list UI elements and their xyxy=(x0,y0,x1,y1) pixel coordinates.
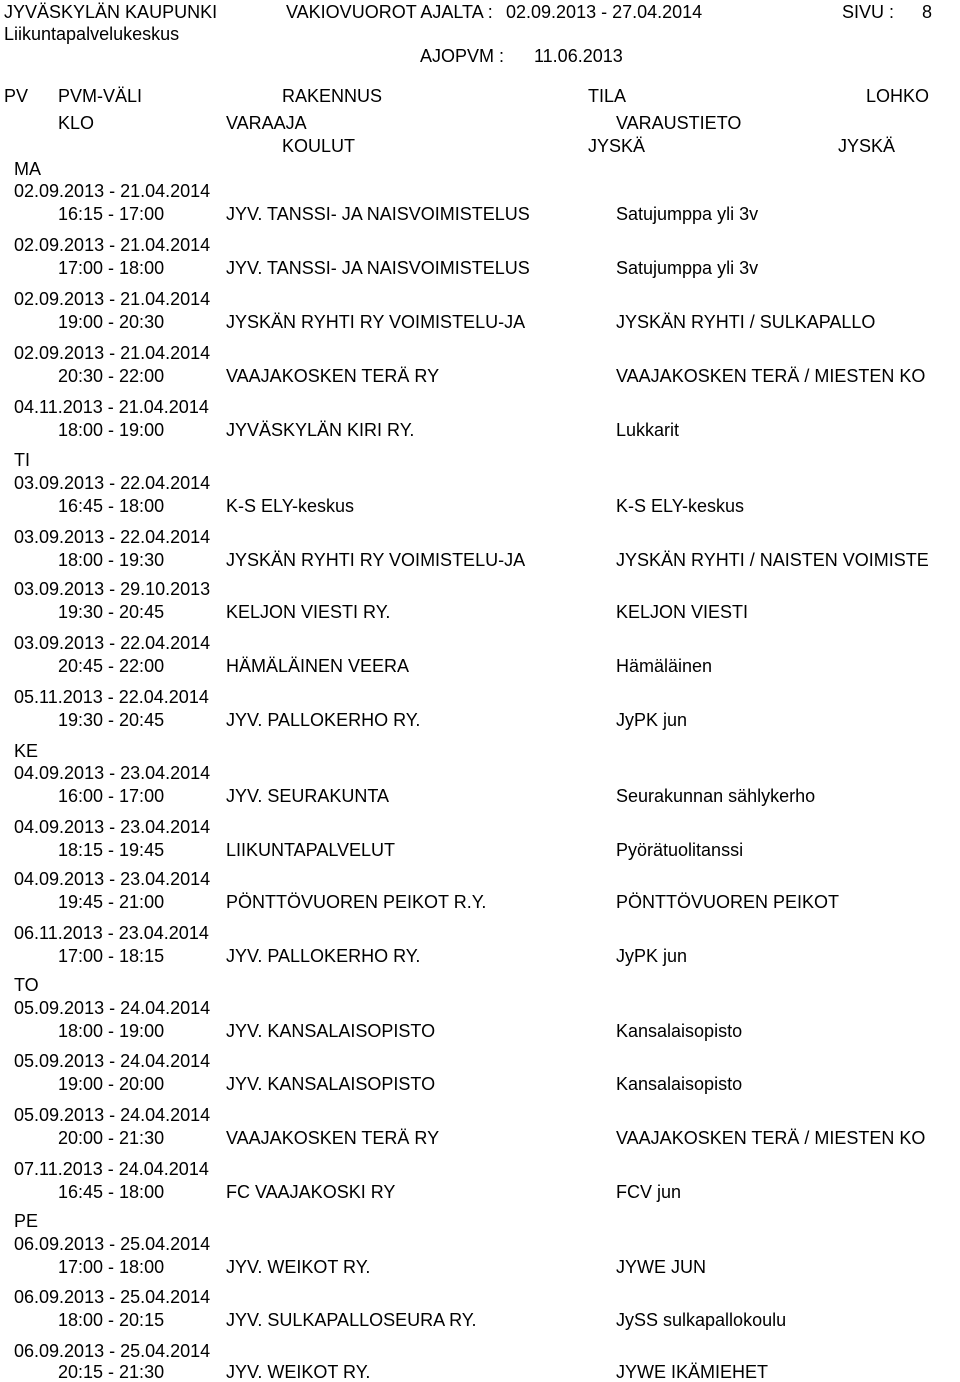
entry-time: 16:00 - 17:00 xyxy=(58,786,165,806)
entry-time: 18:00 - 19:30 xyxy=(58,550,165,570)
entry-dates: 02.09.2013 - 21.04.2014 xyxy=(14,235,211,255)
entry-info: Satujumppa yli 3v xyxy=(616,204,759,224)
entry-dates: 05.11.2013 - 22.04.2014 xyxy=(14,687,209,707)
entry-info: JYWE IKÄMIEHET xyxy=(616,1362,769,1382)
entry-info: VAAJAKOSKEN TERÄ / MIESTEN KO xyxy=(616,1128,926,1148)
entry-booker: VAAJAKOSKEN TERÄ RY xyxy=(226,366,440,386)
entry-dates: 02.09.2013 - 21.04.2014 xyxy=(14,289,211,309)
entry-info: JYWE JUN xyxy=(616,1257,706,1277)
entry-info: JySS sulkapallokoulu xyxy=(616,1310,787,1330)
entry-info: Satujumppa yli 3v xyxy=(616,258,759,278)
entry-time: 20:00 - 21:30 xyxy=(58,1128,165,1148)
entry-time: 16:45 - 18:00 xyxy=(58,496,165,516)
entry-time: 17:00 - 18:00 xyxy=(58,1257,165,1277)
entry-booker: PÖNTTÖVUOREN PEIKOT R.Y. xyxy=(226,892,487,912)
col-jyska-1: JYSKÄ xyxy=(588,136,646,156)
entry-booker: JYV. PALLOKERHO RY. xyxy=(226,946,421,966)
entry-time: 17:00 - 18:15 xyxy=(58,946,165,966)
entry-info: FCV jun xyxy=(616,1182,682,1202)
entry-info: PÖNTTÖVUOREN PEIKOT xyxy=(616,892,840,912)
entry-dates: 02.09.2013 - 21.04.2014 xyxy=(14,343,211,363)
entry-info: Hämäläinen xyxy=(616,656,713,676)
col-varaaja: VARAAJA xyxy=(226,113,307,133)
entry-booker: JYV. TANSSI- JA NAISVOIMISTELUS xyxy=(226,204,530,224)
entry-time: 19:45 - 21:00 xyxy=(58,892,165,912)
report-range-label: VAKIOVUOROT AJALTA : xyxy=(286,2,493,22)
entry-booker: JYV. KANSALAISOPISTO xyxy=(226,1021,436,1041)
run-date-label: AJOPVM : xyxy=(420,46,505,66)
entry-booker: LIIKUNTAPALVELUT xyxy=(226,840,396,860)
entry-time: 20:45 - 22:00 xyxy=(58,656,165,676)
entry-time: 17:00 - 18:00 xyxy=(58,258,165,278)
entry-time: 19:30 - 20:45 xyxy=(58,602,165,622)
entry-info: Kansalaisopisto xyxy=(616,1074,743,1094)
entry-booker: JYSKÄN RYHTI RY VOIMISTELU-JA xyxy=(226,312,526,332)
col-tila: TILA xyxy=(588,86,627,106)
entry-time: 18:00 - 19:00 xyxy=(58,1021,165,1041)
entry-info: JyPK jun xyxy=(616,946,688,966)
entry-dates: 06.11.2013 - 23.04.2014 xyxy=(14,923,209,943)
day-label: MA xyxy=(14,159,41,179)
col-lohko: LOHKO xyxy=(866,86,930,106)
entry-booker: JYV. WEIKOT RY. xyxy=(226,1257,371,1277)
entry-dates: 06.09.2013 - 25.04.2014 xyxy=(14,1287,211,1307)
col-jyska-2: JYSKÄ xyxy=(838,136,896,156)
entry-time: 16:45 - 18:00 xyxy=(58,1182,165,1202)
entry-dates: 02.09.2013 - 21.04.2014 xyxy=(14,181,211,201)
day-label: TI xyxy=(14,450,30,470)
entry-booker: FC VAAJAKOSKI RY xyxy=(226,1182,396,1202)
entry-booker: JYV. SEURAKUNTA xyxy=(226,786,390,806)
entry-dates: 04.09.2013 - 23.04.2014 xyxy=(14,869,211,889)
entry-dates: 04.11.2013 - 21.04.2014 xyxy=(14,397,209,417)
entry-booker: JYV. WEIKOT RY. xyxy=(226,1362,371,1382)
entry-info: Pyörätuolitanssi xyxy=(616,840,744,860)
page-number: 8 xyxy=(922,2,933,22)
entry-time: 19:00 - 20:00 xyxy=(58,1074,165,1094)
department-name: Liikuntapalvelukeskus xyxy=(4,24,180,44)
entry-booker: K-S ELY-keskus xyxy=(226,496,355,516)
entry-dates: 04.09.2013 - 23.04.2014 xyxy=(14,763,211,783)
day-label: TO xyxy=(14,975,39,995)
entry-dates: 06.09.2013 - 25.04.2014 xyxy=(14,1234,211,1254)
entry-booker: JYSKÄN RYHTI RY VOIMISTELU-JA xyxy=(226,550,526,570)
day-label: PE xyxy=(14,1211,39,1231)
entry-dates: 04.09.2013 - 23.04.2014 xyxy=(14,817,211,837)
entry-time: 19:30 - 20:45 xyxy=(58,710,165,730)
entry-dates: 03.09.2013 - 29.10.2013 xyxy=(14,579,211,599)
entry-info: JYSKÄN RYHTI / NAISTEN VOIMISTE xyxy=(616,550,929,570)
entry-booker: JYV. TANSSI- JA NAISVOIMISTELUS xyxy=(226,258,530,278)
entry-time: 18:00 - 19:00 xyxy=(58,420,165,440)
entry-info: Lukkarit xyxy=(616,420,680,440)
entry-info: JyPK jun xyxy=(616,710,688,730)
org-name: JYVÄSKYLÄN KAUPUNKI xyxy=(4,2,218,22)
entry-info: Seurakunnan sählykerho xyxy=(616,786,816,806)
entry-dates: 05.09.2013 - 24.04.2014 xyxy=(14,1105,211,1125)
col-pv: PV xyxy=(4,86,29,106)
entry-booker: JYV. SULKAPALLOSEURA RY. xyxy=(226,1310,477,1330)
entry-info: VAAJAKOSKEN TERÄ / MIESTEN KO xyxy=(616,366,926,386)
entry-time: 20:30 - 22:00 xyxy=(58,366,165,386)
entry-time: 20:15 - 21:30 xyxy=(58,1362,165,1382)
entry-booker: JYV. PALLOKERHO RY. xyxy=(226,710,421,730)
entry-booker: HÄMÄLÄINEN VEERA xyxy=(226,656,410,676)
entry-info: Kansalaisopisto xyxy=(616,1021,743,1041)
entry-info: JYSKÄN RYHTI / SULKAPALLO xyxy=(616,312,876,332)
entry-booker: VAAJAKOSKEN TERÄ RY xyxy=(226,1128,440,1148)
day-label: KE xyxy=(14,741,39,761)
entry-dates: 07.11.2013 - 24.04.2014 xyxy=(14,1159,209,1179)
entry-dates: 06.09.2013 - 25.04.2014 xyxy=(14,1341,211,1361)
entry-dates: 03.09.2013 - 22.04.2014 xyxy=(14,633,211,653)
col-rakennus: RAKENNUS xyxy=(282,86,383,106)
entry-time: 18:15 - 19:45 xyxy=(58,840,165,860)
col-varaustieto: VARAUSTIETO xyxy=(616,113,742,133)
entry-time: 16:15 - 17:00 xyxy=(58,204,165,224)
col-klo: KLO xyxy=(58,113,95,133)
entry-booker: JYV. KANSALAISOPISTO xyxy=(226,1074,436,1094)
run-date: 11.06.2013 xyxy=(534,46,623,66)
entry-info: KELJON VIESTI xyxy=(616,602,749,622)
page-label: SIVU : xyxy=(842,2,895,22)
entry-dates: 05.09.2013 - 24.04.2014 xyxy=(14,998,211,1018)
entry-booker: KELJON VIESTI RY. xyxy=(226,602,391,622)
entry-dates: 05.09.2013 - 24.04.2014 xyxy=(14,1051,211,1071)
col-koulut: KOULUT xyxy=(282,136,356,156)
entry-booker: JYVÄSKYLÄN KIRI RY. xyxy=(226,420,415,440)
col-pvm-vali: PVM-VÄLI xyxy=(58,86,143,106)
entry-time: 19:00 - 20:30 xyxy=(58,312,165,332)
entry-dates: 03.09.2013 - 22.04.2014 xyxy=(14,527,211,547)
report-range: 02.09.2013 - 27.04.2014 xyxy=(506,2,703,22)
entry-dates: 03.09.2013 - 22.04.2014 xyxy=(14,473,211,493)
entry-time: 18:00 - 20:15 xyxy=(58,1310,165,1330)
entry-info: K-S ELY-keskus xyxy=(616,496,745,516)
